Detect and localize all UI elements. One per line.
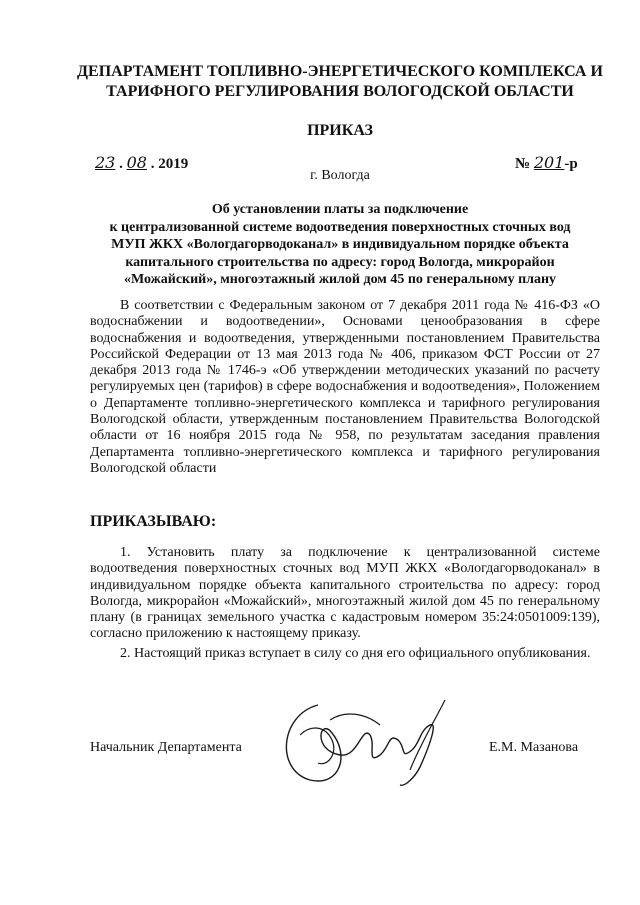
subject-line: к централизованной системе водоотведения поверхностных сточных вод — [109, 219, 571, 235]
document-type-title: ПРИКАЗ — [307, 122, 373, 139]
date-month: 08 — [126, 153, 147, 172]
signer-name: Е.М. Мазанова — [489, 740, 579, 755]
date-day: 23 — [95, 153, 116, 172]
subject-line: «Можайский», многоэтажный жилой дом 45 по генеральному плану — [123, 272, 557, 287]
order-item-2: 2. Настоящий приказ вступает в силу со дня его официального опубликования. — [120, 645, 591, 661]
department-header — [60, 62, 620, 102]
order-items — [90, 545, 600, 662]
handwritten-signature — [270, 695, 460, 790]
subject-line: капитального строительства по адресу: город Вологда, микрорайон — [125, 254, 555, 270]
order-subject — [70, 201, 610, 289]
preamble — [90, 298, 600, 477]
department-name-line2: ТАРИФНОГО РЕГУЛИРОВАНИЯ ВОЛОГОДСКОЙ ОБЛАСТИ — [106, 83, 574, 100]
department-name-line1: ДЕПАРТАМЕНТ ТОПЛИВНО-ЭНЕРГЕТИЧЕСКОГО КОМПЛЕКСА И — [77, 63, 603, 80]
number-suffix: -р — [564, 156, 578, 172]
signer-position: Начальник Департамента — [90, 740, 242, 755]
city: г. Вологда — [310, 168, 370, 183]
date-year: . 2019 — [150, 156, 189, 172]
order-word: ПРИКАЗЫВАЮ: — [90, 513, 217, 530]
order-item-1: 1. Установить плату за подключение к централизованной системе водоотведения поверхностных сточных вод МУП ЖКХ «Вологдагорводоканал» в индивидуальном порядке объекта капитального строительства по адресу: город Вологда, микрорайон «Можайский», многоэтажный жилой дом 45 по генеральному плану (в границах земельного участка с кадастровым номером 35:24:0501009:139), согласно приложению к настоящему приказу. — [90, 545, 600, 642]
subject-line: Об установлении платы за подключение — [211, 202, 469, 217]
order-date: 23 . 08 . 2019 — [95, 153, 189, 172]
subject-line: МУП ЖКХ «Вологдагорводоканал» в индивидуальном порядке объекта — [111, 237, 569, 252]
number-label: № — [515, 156, 531, 172]
number-value: 201 — [533, 153, 565, 172]
preamble-paragraph: В соответствии с Федеральным законом от 7 декабря 2011 года № 416-ФЗ «О водоснабжении и водоотведении», Основами ценообразования в сфере водоснабжения и водоотведения, утвержденными постановлением Правительства Российской Федерации от 13 мая 2013 года № 406, приказом ФСТ России от 27 декабря 2013 года № 1746-э «Об утверждении методических указаний по расчету регулируемых цен (тарифов) в сфере водоснабжения и водоотведения», Положением о Департаменте топливно-энергетического комплекса и тарифного регулирования Вологодской области, утвержденным постановлением Правительства Вологодской области от 16 ноября 2015 года № 958, по результатам заседания правления Департамента топливно-энергетического комплекса и тарифного регулирования Вологодской области — [90, 298, 600, 476]
